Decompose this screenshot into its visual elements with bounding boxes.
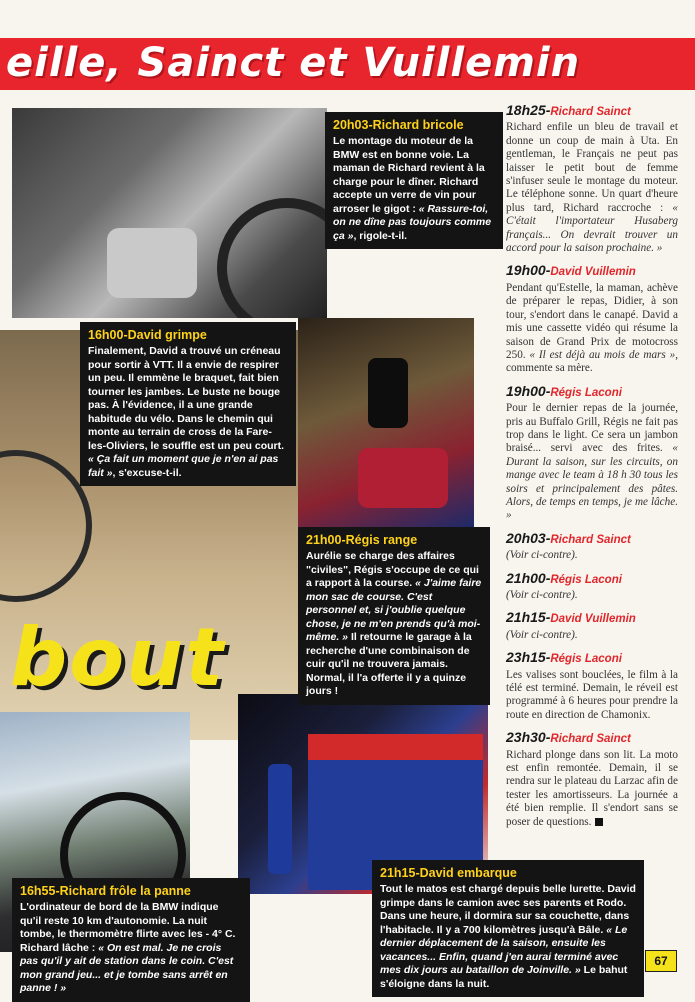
caption-body: Aurélie se charge des affaires "civiles", Régis s'occupe de ce qui a rapport à la course. bbox=[306, 550, 479, 589]
caption-body: Tout le matos est chargé depuis belle lurette. David grimpe dans le camion avec ses parents et Rodo. Dans une heure, il dormira sur sa couchette, dans l'habitacle. Il y a 700 kilomètres jusqu'à Bâle. bbox=[380, 883, 636, 936]
entry-text: Pendant qu'Estelle, la maman, achève de préparer le repas, Didier, à son tour, s'endort dans le canapé. David a mis une cassette vidéo qui résume la saison de Grand Prix de motocross 250. bbox=[506, 281, 678, 361]
caption-regis-range bbox=[298, 527, 490, 705]
caption-body: Finalement, David a trouvé un créneau pour sortir à VTT. Il a envie de respirer un peu. Il emmène le braquet, fait bien tourner les jambes. Le buste ne bouge pas. À l'évidence, il a une grande habitude du vélo. Dans le chemin qui monte au terrain de cross de la Fare-les-Oliviers, le souffle est un peu court. bbox=[88, 345, 285, 452]
entry-name: Régis Laconi bbox=[550, 653, 622, 666]
caption-body: Le montage du moteur de la BMW est en bonne voie. La maman de Richard revient à la charge pour le dîner. Richard accepte un verre de vin pour arroser le gigot : bbox=[333, 135, 485, 215]
entry-quote: (Voir ci-contre). bbox=[506, 549, 578, 562]
caption-quote: « Rassure-toi, on ne dîne pas toujours comme ça » bbox=[333, 202, 492, 242]
entry-tail: , commente sa mère. bbox=[506, 348, 678, 375]
caption-richard-bricole bbox=[325, 112, 503, 249]
timeline-entry bbox=[506, 264, 678, 375]
entry-text: Les valises sont bouclées, le film à la télé est terminé. Demain, le réveil est programmé à 6 heures pour prendre la route en direction de Chamonix. bbox=[506, 668, 678, 721]
caption-david-embarque bbox=[372, 860, 644, 997]
caption-heading: 16h55-Richard frôle la panne bbox=[20, 884, 191, 898]
entry-time: 21h15- bbox=[506, 609, 551, 626]
entry-text: Richard plonge dans son lit. La moto est enfin remontée. Demain, il se rendra sur le plateau du Larzac afin de tester les amortisseurs. La journée a été bien remplie. Il s'endort sans se poser de questions. bbox=[506, 748, 678, 828]
caption-tail: Le bahut s'éloigne dans la nuit. bbox=[380, 964, 628, 990]
entry-name: David Vuillemin bbox=[550, 266, 636, 279]
timeline-entry bbox=[506, 611, 678, 642]
photo-regis-bags bbox=[298, 318, 474, 528]
big-word: bout bbox=[10, 611, 226, 704]
caption-tail: Il retourne le garage à la recherche d'une combinaison de cuir qu'il ne trouvera jamais. Normal, il l'a offerte il y a quinze jours ! bbox=[306, 631, 472, 697]
caption-richard-panne bbox=[12, 878, 250, 1002]
page-title: eille, Sainct et Vuillemin bbox=[6, 40, 581, 86]
timeline-entry bbox=[506, 104, 678, 255]
entry-name: Régis Laconi bbox=[550, 573, 622, 586]
entry-text: Pour le dernier repas de la journée, pris au Buffalo Grill, Régis ne fait pas trop dans le light. Ce sera un jambon braisé... servi avec des frites. bbox=[506, 402, 678, 455]
caption-heading: 21h00-Régis range bbox=[306, 533, 418, 547]
photo-richard-engine bbox=[12, 108, 327, 318]
entry-time: 18h25- bbox=[506, 102, 551, 118]
timeline-entry bbox=[506, 382, 678, 523]
caption-quote: « Ça fait un moment que je n'en ai pas fait » bbox=[88, 453, 279, 479]
entry-quote: « C'était l'importateur Husaberg français... On devrait trouver un accord pour la saison prochaine. » bbox=[506, 201, 678, 255]
entry-quote: (Voir ci-contre). bbox=[506, 589, 578, 601]
caption-quote: « J'aime faire mon sac de course. C'est personnel et, si j'oublie quelque chose, je ne m'en prends qu'à moi-même. » bbox=[306, 577, 482, 643]
bike-wheel bbox=[0, 450, 92, 602]
end-mark bbox=[595, 818, 603, 826]
entry-name: Régis Laconi bbox=[550, 386, 622, 399]
person-figure bbox=[368, 358, 408, 428]
caption-heading: 21h15-David embarque bbox=[380, 866, 517, 880]
entry-time: 19h00- bbox=[506, 262, 551, 279]
caption-tail: , rigole-t-il. bbox=[353, 229, 408, 242]
entry-quote: (Voir ci-contre). bbox=[506, 628, 578, 641]
entry-time: 23h15- bbox=[506, 649, 551, 666]
entry-time: 20h03- bbox=[506, 529, 551, 546]
page-number: 67 bbox=[645, 950, 677, 972]
entry-name: David Vuillemin bbox=[550, 613, 636, 626]
entry-name: Richard Sainct bbox=[550, 533, 631, 546]
entry-time: 19h00- bbox=[506, 382, 551, 399]
caption-david-grimpe bbox=[80, 322, 296, 486]
entry-time: 21h00- bbox=[506, 569, 551, 586]
entry-text: Richard enfile un bleu de travail et donne un coup de main à Uta. En gentleman, le Français ne peut pas laisser le petit bout de femme s'infuser seule le montage du moteur. Le téléphone sonne. Un quart d'heure plus tard, Richard raccroche : bbox=[506, 121, 678, 214]
entry-name: Richard Sainct bbox=[550, 106, 631, 118]
sport-bag bbox=[358, 448, 448, 508]
timeline-entry bbox=[506, 731, 678, 829]
timeline-entry bbox=[506, 651, 678, 722]
entry-quote: « Durant la saison, sur les circuits, on mange avec le team à 18 h 30 tous les soirs et principalement des pâtes. Alors, de temps en temps, je me lâche. » bbox=[506, 442, 678, 522]
caption-heading: 20h03-Richard bricole bbox=[333, 118, 464, 132]
entry-time: 23h30- bbox=[506, 729, 551, 746]
engine-block bbox=[107, 228, 197, 298]
entry-name: Richard Sainct bbox=[550, 733, 631, 746]
caption-quote: « Le dernier déplacement de la saison, ensuite les vacances... Enfin, quand j'en aurai terminé avec mes dix jours au bataillon de Joinville. » bbox=[380, 923, 628, 976]
caption-tail: , s'excuse-t-il. bbox=[112, 466, 182, 479]
person-figure bbox=[268, 764, 292, 874]
timeline-entry bbox=[506, 529, 678, 563]
caption-body: L'ordinateur de bord de la BMW indique qu'il reste 10 km d'autonomie. La nuit tombe, le thermomètre flirte avec les - 4° C. Richard lâche : bbox=[20, 901, 236, 954]
motorbike-wheel bbox=[217, 198, 327, 318]
caption-quote: « On est mal. Je ne crois pas qu'il y ait de station dans le coin. C'est mon grand jeu... et je tombe sans arrêt en panne ! » bbox=[20, 941, 234, 994]
timeline-column bbox=[506, 104, 678, 838]
timeline-entry bbox=[506, 569, 678, 603]
entry-quote: « Il est déjà au mois de mars » bbox=[529, 348, 676, 361]
caption-heading: 16h00-David grimpe bbox=[88, 328, 207, 342]
